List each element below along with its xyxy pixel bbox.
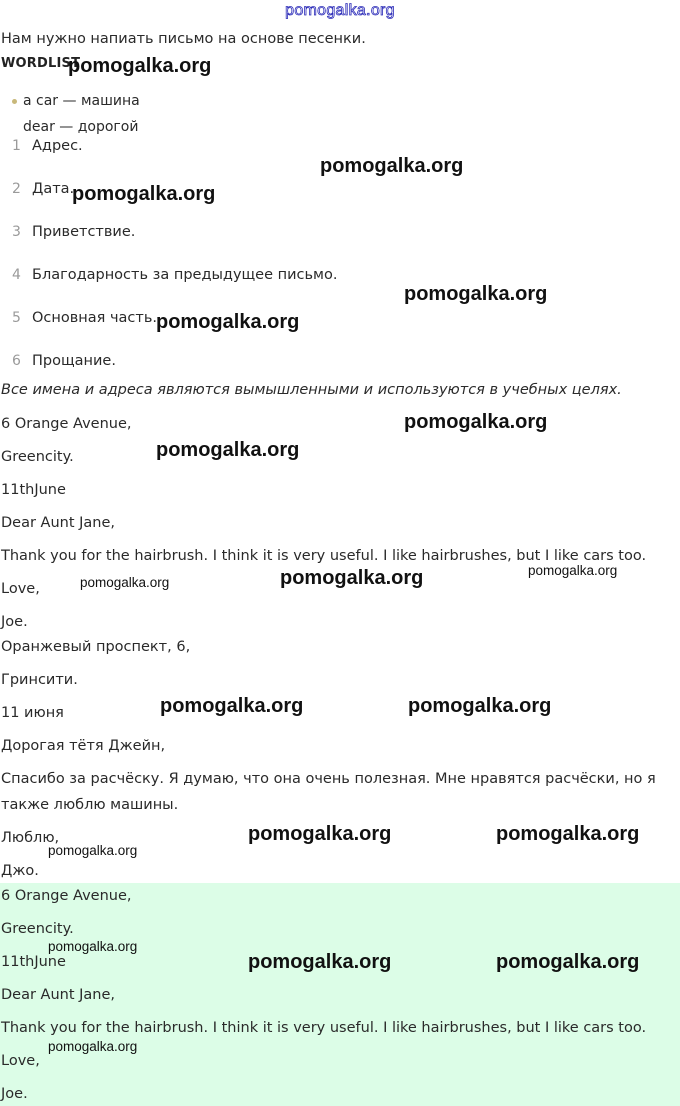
answer-closing: Love, — [1, 1053, 40, 1069]
translation-body-line1: Спасибо за расчёску. Я думаю, что она очень полезная. Мне нравятся расчёски, но я — [1, 771, 656, 787]
watermark: pomogalka.org — [156, 311, 300, 333]
disclaimer-note: Все имена и адреса являются вымышленными и используются в учебных целях. — [1, 382, 622, 398]
watermark: pomogalka.org — [248, 951, 392, 973]
watermark: pomogalka.org — [80, 575, 170, 590]
step-text: Приветствие. — [32, 224, 136, 240]
translation-address-line1: Оранжевый проспект, 6, — [1, 639, 191, 655]
letter-address-line2: Greencity. — [1, 449, 74, 465]
letter-body: Thank you for the hairbrush. I think it is very useful. I like hairbrushes, but I like cars too. — [1, 548, 647, 564]
watermark: pomogalka.org — [496, 823, 640, 845]
wordlist-box — [0, 88, 160, 135]
answer-date: 11thJune — [1, 954, 66, 970]
watermark: pomogalka.org — [48, 1039, 138, 1054]
letter-address-line1: 6 Orange Avenue, — [1, 416, 132, 432]
step-text: Адрес. — [32, 138, 83, 154]
step-number: 4 — [12, 267, 21, 283]
translation-date: 11 июня — [1, 705, 64, 721]
answer-body: Thank you for the hairbrush. I think it is very useful. I like hairbrushes, but I like cars too. — [1, 1020, 647, 1036]
watermark: pomogalka.org — [48, 939, 138, 954]
watermark: pomogalka.org — [408, 695, 552, 717]
watermark: pomogalka.org — [404, 283, 548, 305]
watermark: pomogalka.org — [528, 563, 618, 578]
wordlist-heading: WORDLIST — [1, 56, 81, 71]
watermark: pomogalka.org — [156, 439, 300, 461]
answer-greeting: Dear Aunt Jane, — [1, 987, 116, 1003]
watermark: pomogalka.org — [48, 843, 138, 858]
step-number: 6 — [12, 353, 21, 369]
wordlist-item-text: dear — дорогой — [23, 119, 139, 135]
site-header-link[interactable]: pomogalka.org — [285, 2, 395, 19]
watermark: pomogalka.org — [496, 951, 640, 973]
letter-signature: Joe. — [1, 614, 28, 630]
step-number: 5 — [12, 310, 21, 326]
translation-closing: Люблю, — [1, 830, 60, 846]
watermark: pomogalka.org — [320, 155, 464, 177]
letter-closing: Love, — [1, 581, 40, 597]
watermark: pomogalka.org — [160, 695, 304, 717]
step-number: 1 — [12, 138, 21, 154]
letter-greeting: Dear Aunt Jane, — [1, 515, 116, 531]
watermark: pomogalka.org — [280, 567, 424, 589]
bullet-icon — [12, 99, 17, 104]
step-number: 3 — [12, 224, 21, 240]
translation-body-line2: также люблю машины. — [1, 797, 179, 813]
watermark: pomogalka.org — [404, 411, 548, 433]
answer-signature: Joe. — [1, 1086, 28, 1102]
step-text: Дата. — [32, 181, 75, 197]
step-text: Прощание. — [32, 353, 116, 369]
translation-address-line2: Гринсити. — [1, 672, 78, 688]
watermark: pomogalka.org — [248, 823, 392, 845]
watermark: pomogalka.org — [72, 183, 216, 205]
translation-greeting: Дорогая тётя Джейн, — [1, 738, 166, 754]
step-number: 2 — [12, 181, 21, 197]
answer-address-line2: Greencity. — [1, 921, 74, 937]
step-text: Благодарность за предыдущее письмо. — [32, 267, 338, 283]
answer-address-line1: 6 Orange Avenue, — [1, 888, 132, 904]
task-intro: Нам нужно напиать письмо на основе песенки. — [1, 31, 366, 47]
translation-signature: Джо. — [1, 863, 39, 879]
wordlist-item-text: a car — машина — [23, 93, 140, 109]
watermark: pomogalka.org — [68, 55, 212, 77]
wordlist-item — [12, 92, 140, 110]
letter-date: 11thJune — [1, 482, 66, 498]
step-text: Основная часть. — [32, 310, 158, 326]
wordlist-item — [12, 118, 138, 136]
